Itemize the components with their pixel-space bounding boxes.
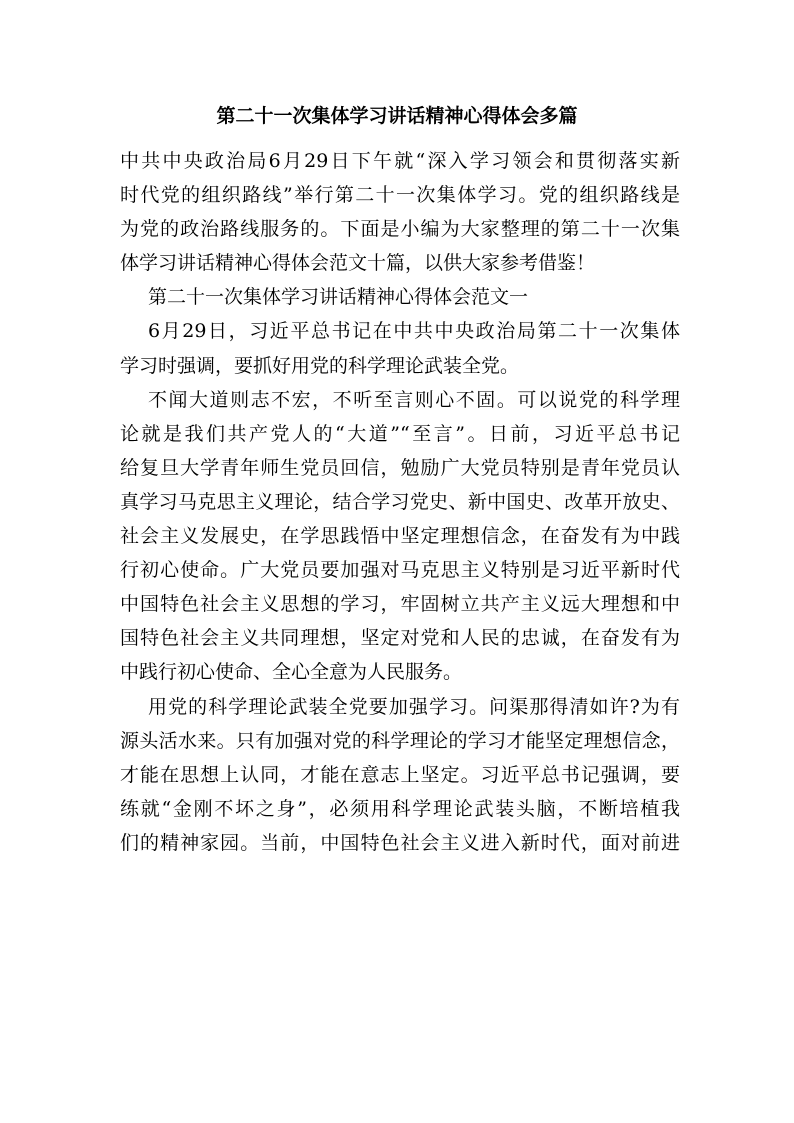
text-line: 不闻大道则志不宏，不听至言则心不固。可以说党的科学理 bbox=[148, 388, 680, 411]
text-line: 学习时强调，要抓好用党的科学理论武装全党。 bbox=[120, 354, 520, 377]
text-line: 社会主义发展史，在学思践悟中坚定理想信念，在奋发有为中践 bbox=[120, 525, 680, 548]
text-line: 中践行初心使命、全心全意为人民服务。 bbox=[120, 661, 463, 684]
text-line: 中国特色社会主义思想的学习，牢固树立共产主义远大理想和中 bbox=[120, 593, 680, 616]
text-line: 国特色社会主义共同理想，坚定对党和人民的忠诚，在奋发有为 bbox=[120, 627, 680, 650]
text-line: 时代党的组织路线”举行第二十一次集体学习。党的组织路线是 bbox=[120, 184, 680, 207]
text-line: 源头活水来。只有加强对党的科学理论的学习才能坚定理想信念， bbox=[120, 729, 680, 752]
text-line: 第二十一次集体学习讲话精神心得体会范文一 bbox=[148, 286, 529, 309]
text-line: 为党的政治路线服务的。下面是小编为大家整理的第二十一次集 bbox=[120, 218, 680, 241]
text-line: 给复旦大学青年师生党员回信，勉励广大党员特别是青年党员认 bbox=[120, 456, 680, 479]
text-line: 才能在思想上认同，才能在意志上坚定。习近平总书记强调，要 bbox=[120, 763, 680, 786]
text-line: 中共中央政治局6月29日下午就“深入学习领会和贯彻落实新 bbox=[120, 150, 680, 172]
text-line: 们的精神家园。当前，中国特色社会主义进入新时代，面对前进 bbox=[120, 831, 680, 854]
text-line: 用党的科学理论武装全党要加强学习。问渠那得清如许?为有 bbox=[148, 695, 680, 718]
document-body bbox=[120, 144, 680, 860]
text-line: 行初心使命。广大党员要加强对马克思主义特别是习近平新时代 bbox=[120, 559, 680, 582]
text-line: 6月29日，习近平总书记在中共中央政治局第二十一次集体 bbox=[148, 320, 680, 343]
text-line: 论就是我们共产党人的“大道”“至言”。日前，习近平总书记 bbox=[120, 422, 680, 445]
text-line: 体学习讲话精神心得体会范文十篇，以供大家参考借鉴！ bbox=[120, 252, 596, 275]
text-line: 练就“金刚不坏之身”，必须用科学理论武装头脑，不断培植我 bbox=[120, 797, 680, 820]
document-title: 第二十一次集体学习讲话精神心得体会多篇 bbox=[216, 105, 578, 127]
text-line: 真学习马克思主义理论，结合学习党史、新中国史、改革开放史、 bbox=[120, 490, 680, 513]
